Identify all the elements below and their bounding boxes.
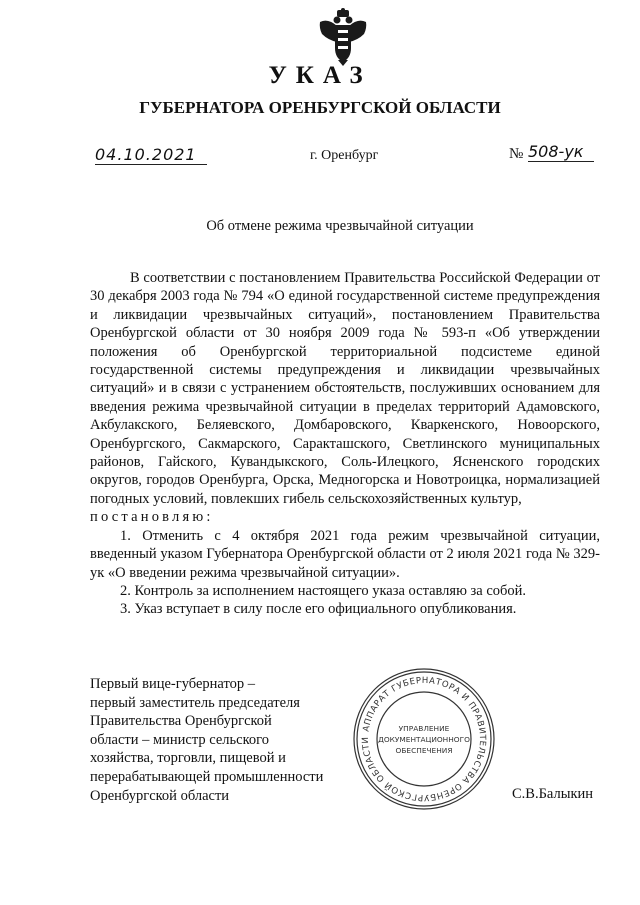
coat-of-arms-emblem: [318, 8, 368, 66]
official-stamp: [350, 665, 498, 813]
position-line: перерабатывающей промышленности: [90, 768, 324, 785]
decree-item-1: 1. Отменить с 4 октября 2021 года режим чрезвычайной ситуации, введенный указом Губернатора Оренбургской области от 2 июля 2021 года № 329-ук «О введении режима чрезвычайной ситуации».: [90, 527, 600, 581]
position-line: хозяйства, торговли, пищевой и: [90, 750, 286, 767]
decree-word: постановляю:: [90, 509, 214, 526]
svg-text:ДОКУМЕНТАЦИОННОГО: ДОКУМЕНТАЦИОННОГО: [378, 735, 470, 744]
number-sign: №: [509, 146, 524, 162]
svg-text:ОБЕСПЕЧЕНИЯ: ОБЕСПЕЧЕНИЯ: [395, 746, 453, 755]
signatory-position: [90, 675, 350, 805]
position-line: Первый вице-губернатор –: [90, 676, 255, 692]
document-date: 04.10.2021: [95, 145, 207, 165]
document-body: [90, 269, 600, 619]
decree-item-3: 3. Указ вступает в силу после его официального опубликования.: [120, 601, 517, 618]
position-line: Правительства Оренбургской: [90, 713, 272, 730]
position-line: первый заместитель председателя: [90, 694, 300, 711]
svg-text:УПРАВЛЕНИЕ: УПРАВЛЕНИЕ: [398, 724, 450, 733]
document-city: г. Оренбург: [310, 148, 379, 163]
svg-text:АППАРАТ ГУБЕРНАТОРА И ПРАВИТЕЛ: АППАРАТ ГУБЕРНАТОРА И ПРАВИТЕЛЬСТВА ОРЕНБУРГСКОЙ ОБЛАСТИ: [360, 675, 488, 803]
document-type-title: УКАЗ: [268, 62, 372, 89]
issuer-title: ГУБЕРНАТОРА ОРЕНБУРГСКОЙ ОБЛАСТИ: [139, 98, 501, 117]
document-number: 508-ук: [528, 142, 594, 162]
decree-item-2: 2. Контроль за исполнением настоящего указа оставляю за собой.: [120, 582, 527, 599]
position-line: Оренбургской области: [90, 787, 230, 804]
preamble-paragraph: В соответствии с постановлением Правительства Российской Федерации от 30 декабря 2003 года № 794 «О единой государственной системе предупреждения и ликвидации чрезвычайных ситуаций», постановлением Правительства Оренбургской области от 30 ноября 2009 года № 593-п «Об утверждении положения об Оренбургской территориальной подсистеме единой государственной системы предупреждения и ликвидации чрезвычайных ситуаций» и в связи с устранением обстоятельств, послуживших основанием для введения режима чрезвычайной ситуации в пределах территорий Адамовского, Акбулакского, Беляевского, Домбаровского, Кваркенского, Новоорского, Оренбургского, Сакмарского, Саракташского, Светлинского муниципальных районов, Гайского, Кувандыкского, Соль-Илецкого, Ясненского городских округов, городов Оренбурга, Орска, Медногорска и Новотроицка, нормализацией погодных условий, повлекших гибель сельскохозяйственных культур,: [90, 270, 600, 507]
position-line: области – министр сельского: [90, 731, 269, 748]
document-heading: Об отмене режима чрезвычайной ситуации: [206, 218, 474, 234]
signatory-name: С.В.Балыкин: [512, 786, 594, 802]
